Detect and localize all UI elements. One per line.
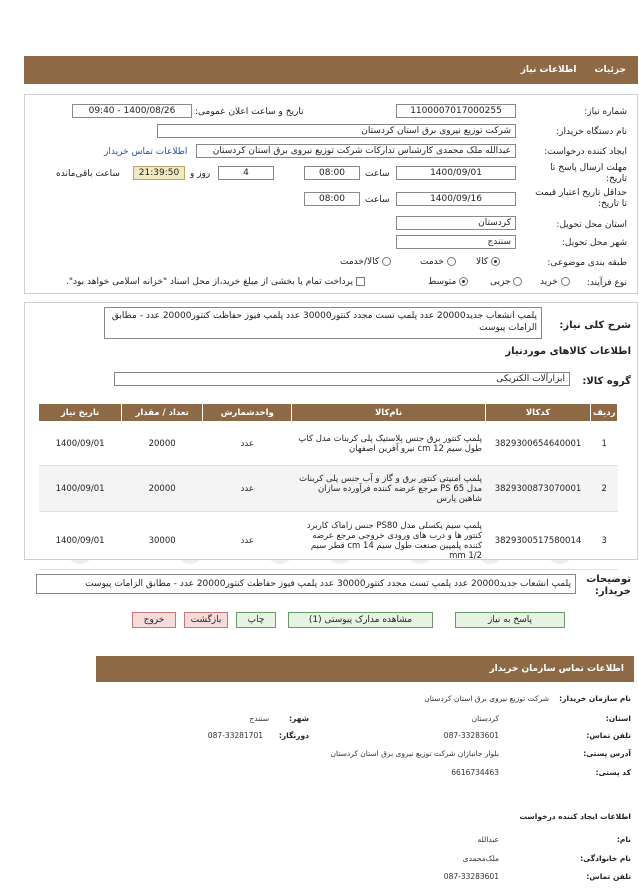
goods-name: پلمپ کنتور برق جنس پلاستیک پلی کربنات مدل کاپ طول سیم 12 cm نیرو آفرین اصفهان	[292, 422, 485, 466]
creator-field: عبدالله ملک محمدی کارشناس تدارکات شرکت توزیع نیروی برق استان کردستان	[196, 144, 516, 158]
category-option-both[interactable]	[340, 257, 391, 267]
row-number: 3	[591, 512, 618, 570]
goods-date: 1400/09/01	[39, 422, 122, 466]
col-date: تاریخ نیاز	[39, 404, 122, 422]
deadline-time-label: ساعت	[365, 169, 390, 179]
buyer-org-field: شرکت توزیع نیروی برق استان کردستان	[157, 124, 516, 138]
city-field: سنندج	[396, 235, 516, 249]
announce-label: تاریخ و ساعت اعلان عمومی:	[195, 107, 304, 117]
payment-checkbox-icon[interactable]	[356, 277, 365, 286]
goods-group-label: گروه کالا:	[582, 376, 631, 387]
contact-city-value: سنندج	[249, 714, 269, 723]
tab-details[interactable]: جزئیات	[594, 65, 626, 75]
goods-table-header	[39, 404, 618, 422]
validity-date-field: 1400/09/16	[396, 192, 516, 206]
goods-table-wrap	[38, 403, 618, 570]
summary-label: شرح کلی نیاز:	[559, 320, 631, 331]
goods-name: پلمپ امنیتی کنتور برق و گاز و آب جنس پلی کربنات مدل PS 65 مرجع عرضه کننده فرآورده سازان شاهین پارس	[292, 466, 485, 512]
col-unit: واحدشمارش	[203, 404, 292, 422]
deadline-label: مهلت ارسال پاسخ تا تاریخ:	[550, 163, 627, 184]
payment-note: پرداخت تمام یا بخشی از مبلغ خرید،از محل اسناد "خزانه اسلامی خواهد بود".	[66, 277, 354, 287]
category-option-service[interactable]	[420, 257, 456, 267]
goods-qty: 20000	[122, 422, 203, 466]
goods-code: 3829300873070001	[485, 466, 591, 512]
radio-minor-icon[interactable]	[513, 277, 522, 286]
process-option-minor[interactable]	[490, 277, 522, 287]
province-field: کردستان	[396, 216, 516, 230]
tab-need-info[interactable]: اطلاعات نیاز	[520, 65, 577, 75]
buyer-notes-field: پلمپ انشعاب جدید20000 عدد پلمپ تست مجدد کنتور30000 عدد پلمپ فیوز حفاظت کنتور20000 عدد - مطابق الزامات پیوست	[36, 574, 576, 594]
summary-field: پلمپ انشعاب جدید20000 عدد پلمپ تست مجدد کنتور30000 عدد پلمپ فیوز حفاظت کنتور20000 عدد - مطابق الزامات پیوست	[104, 307, 542, 339]
creator-phone-value: 087-33283601	[443, 872, 499, 881]
contact-org-value: شرکت توزیع نیروی برق استان کردستان	[424, 694, 549, 703]
goods-code: 3829300517580014	[485, 512, 591, 570]
contact-address-label: آدرس پستی:	[583, 749, 631, 758]
validity-label: حداقل تاریخ اعتبار قیمت تا تاریخ:	[535, 188, 627, 209]
contact-address-value: بلوار جانبازان شرکت توزیع نیروی برق استان کردستان	[330, 749, 499, 758]
print-button[interactable]: چاپ	[236, 612, 276, 628]
goods-code: 3829300654640001	[485, 422, 591, 466]
contact-city-label: شهر:	[289, 714, 309, 723]
creator-first-name-label: نام:	[616, 835, 631, 844]
contact-phone-value: 087-33283601	[443, 731, 499, 740]
goods-qty: 20000	[122, 466, 203, 512]
category-goods-label: کالا	[476, 257, 489, 267]
process-option-buy[interactable]	[540, 277, 570, 287]
goods-unit: عدد	[203, 466, 292, 512]
process-minor-label: جزیی	[490, 277, 511, 287]
goods-date: 1400/09/01	[39, 512, 122, 570]
table-row	[39, 512, 618, 570]
creator-label: ایجاد کننده درخواست:	[544, 147, 627, 157]
remaining-label: ساعت باقی‌مانده	[56, 169, 120, 179]
col-code: کدکالا	[485, 404, 591, 422]
col-row: ردیف	[591, 404, 618, 422]
radio-both-icon[interactable]	[382, 257, 391, 266]
need-no-field: 1100007017000255	[396, 104, 516, 118]
process-label: نوع فرآیند:	[586, 278, 627, 288]
process-option-medium[interactable]	[428, 277, 468, 287]
buyer-notes-label: توضیحات خریدار:	[586, 574, 631, 597]
goods-name: پلمپ سیم یکسلی مدل PS80 جنس زاماک کاربرد کنتور ها و درب های ورودی خروجی مرجع عرضه کننده پلمپین صنعت طول سیم 14 cm قطر سیم 1/2 mm	[292, 512, 485, 570]
contact-postal-label: کد پستی:	[595, 768, 631, 777]
buyer-org-label: نام دستگاه خریدار:	[556, 127, 627, 137]
creator-first-name-value: عبدالله	[477, 835, 499, 844]
remaining-time-field: 21:39:50	[133, 166, 185, 180]
creator-title: اطلاعات ایجاد کننده درخواست	[519, 812, 631, 821]
contact-header: اطلاعات تماس سازمان خریدار	[96, 656, 634, 682]
need-no-label: شماره نیاز:	[584, 107, 627, 117]
province-label: استان محل تحویل:	[556, 220, 627, 230]
goods-date: 1400/09/01	[39, 466, 122, 512]
creator-last-name-label: نام خانوادگی:	[580, 854, 631, 863]
deadline-time-field: 08:00	[304, 166, 360, 180]
contact-province-label: استان:	[605, 714, 631, 723]
city-label: شهر محل تحویل:	[561, 238, 627, 248]
goods-table	[38, 403, 618, 570]
exit-button[interactable]: خروج	[132, 612, 176, 628]
contact-fax-label: دورنگار:	[278, 731, 309, 740]
days-label: روز و	[190, 169, 211, 179]
category-label: طبقه بندی موضوعی:	[547, 258, 627, 268]
announce-field: 1400/08/26 - 09:40	[72, 104, 192, 118]
goods-group-field: ابزارآلات الکتریکی	[114, 372, 570, 386]
process-medium-label: متوسط	[428, 277, 457, 287]
category-both-label: کالا/خدمت	[340, 257, 380, 267]
row-number: 1	[591, 422, 618, 466]
table-row	[39, 422, 618, 466]
radio-goods-icon[interactable]	[491, 257, 500, 266]
col-qty: تعداد / مقدار	[122, 404, 203, 422]
table-row	[39, 466, 618, 512]
back-button[interactable]: بازگشت	[184, 612, 228, 628]
goods-title: اطلاعات کالاهای موردنیاز	[505, 346, 631, 357]
buyer-contact-link[interactable]: اطلاعات تماس خریدار	[104, 147, 188, 157]
contact-postal-value: 6616734463	[451, 768, 499, 777]
goods-unit: عدد	[203, 512, 292, 570]
col-name: نام‌کالا	[292, 404, 485, 422]
contact-org-label: نام سازمان خریدار:	[559, 694, 631, 703]
contact-province-value: کردستان	[471, 714, 499, 723]
creator-last-name-value: ملک‌محمدی	[462, 854, 499, 863]
radio-service-icon[interactable]	[447, 257, 456, 266]
deadline-date-field: 1400/09/01	[396, 166, 516, 180]
radio-medium-icon[interactable]	[459, 277, 468, 286]
reply-button[interactable]: پاسخ به نیاز	[455, 612, 565, 628]
top-tab-bar	[24, 56, 638, 84]
goods-unit: عدد	[203, 422, 292, 466]
radio-buy-icon[interactable]	[561, 277, 570, 286]
category-option-goods[interactable]	[476, 257, 500, 267]
attachments-button[interactable]: مشاهده مدارک پیوستی (1)	[288, 612, 433, 628]
contact-phone-label: تلفن تماس:	[586, 731, 631, 740]
creator-phone-label: تلفن تماس:	[586, 872, 631, 881]
days-field: 4	[218, 166, 274, 180]
goods-qty: 30000	[122, 512, 203, 570]
validity-time-field: 08:00	[304, 192, 360, 206]
validity-time-label: ساعت	[365, 195, 390, 205]
process-buy-label: خرید	[540, 277, 558, 287]
category-service-label: خدمت	[420, 257, 444, 267]
contact-fax-value: 087-33281701	[207, 731, 263, 740]
payment-option[interactable]	[66, 277, 365, 287]
row-number: 2	[591, 466, 618, 512]
